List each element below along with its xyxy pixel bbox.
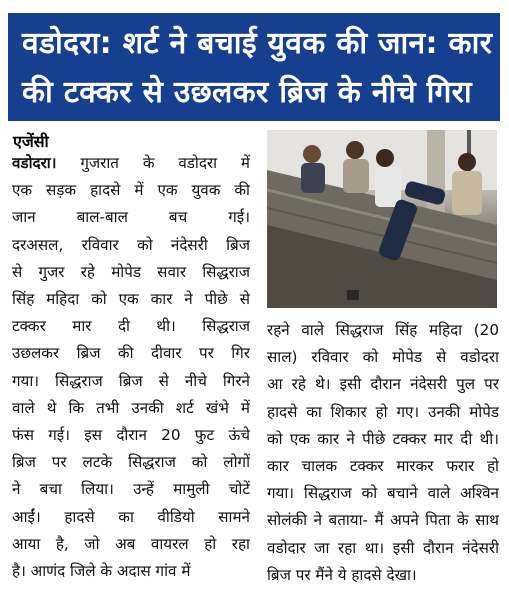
article-line: फंस गई। इस दौरान 20 फुट ऊंचे (12, 426, 250, 445)
rescue-scene-illustration (267, 130, 497, 308)
article-line: वडोदरा। गुजरात के वडोदरा में (12, 154, 250, 172)
article-line: को एक कार ने पीछे टक्कर मार दी थी। (267, 429, 499, 448)
article-line: वडोदार जा रहा था। इसी दौरान नंदेसरी (267, 538, 499, 557)
article-line: एक सड़क हादसे में एक युवक की (12, 181, 250, 200)
article-line: रहने वाले सिद्धराज सिंह महिदा (20 (267, 321, 499, 339)
headline-line-2: की टक्कर से उछलकर ब्रिज के नीचे गिरा (22, 75, 472, 110)
headline-banner (8, 13, 500, 121)
article-line: आईं। हादसे का वीडियो सामने (12, 507, 250, 526)
article-line: हादसे का शिकार हो गए। उनकी मोपेड (267, 402, 499, 421)
article-line: आ रहे थे। इसी दौरान नंदेसरी पुल पर (267, 375, 499, 394)
article-line: गया। सिद्धराज को बचाने वाले अश्विन (267, 484, 499, 503)
article-line: से गुजर रहे मोपेड सवार सिद्धराज (12, 262, 250, 281)
news-photo (267, 130, 497, 308)
article-line: जान बाल-बाल बच गई। (12, 208, 250, 227)
byline: एजेंसी (13, 132, 49, 151)
article-line: टक्कर मार दी थी। सिद्धराज (12, 317, 250, 336)
article-line: साल) रविवार को मोपेड से वडोदरा (267, 348, 499, 367)
article-line: है। आणंद जिले के अदास गांव में (12, 562, 191, 581)
article-line: आया है, जो अब वायरल हो रहा (12, 534, 250, 553)
article-line: ब्रिज पर लटके सिद्धराज को लोगों (12, 453, 250, 472)
article-line: ने बचा लिया। उन्हें मामुली चोटें (12, 480, 250, 499)
article-line: ब्रिज पर मैंने ये हादसे देखा। (267, 565, 417, 584)
article-line: कार चालक टक्कर मारकर फरार हो (267, 457, 499, 476)
article-line: सिंह महिदा को एक कार ने पीछे से (12, 290, 250, 309)
article-column-right (267, 317, 499, 589)
dateline: वडोदरा। (12, 154, 57, 172)
article-line: उछलकर ब्रिज की दीवार पर गिर (12, 344, 250, 363)
article-line: गया। सिद्धराज ब्रिज से नीचे गिरने (12, 371, 250, 390)
article-line: दरअसल, रविवार को नंदेसरी ब्रिज (12, 235, 250, 254)
article-column-left (12, 150, 250, 585)
article-line: सोलंकी ने बताया- मैं अपने पिता के साथ (267, 511, 499, 530)
headline-line-1: वडोदरा: शर्ट ने बचाई युवक की जान: कार (22, 26, 493, 61)
article-line: वाले थे कि तभी उनकी शर्ट खंभे में (12, 398, 250, 417)
